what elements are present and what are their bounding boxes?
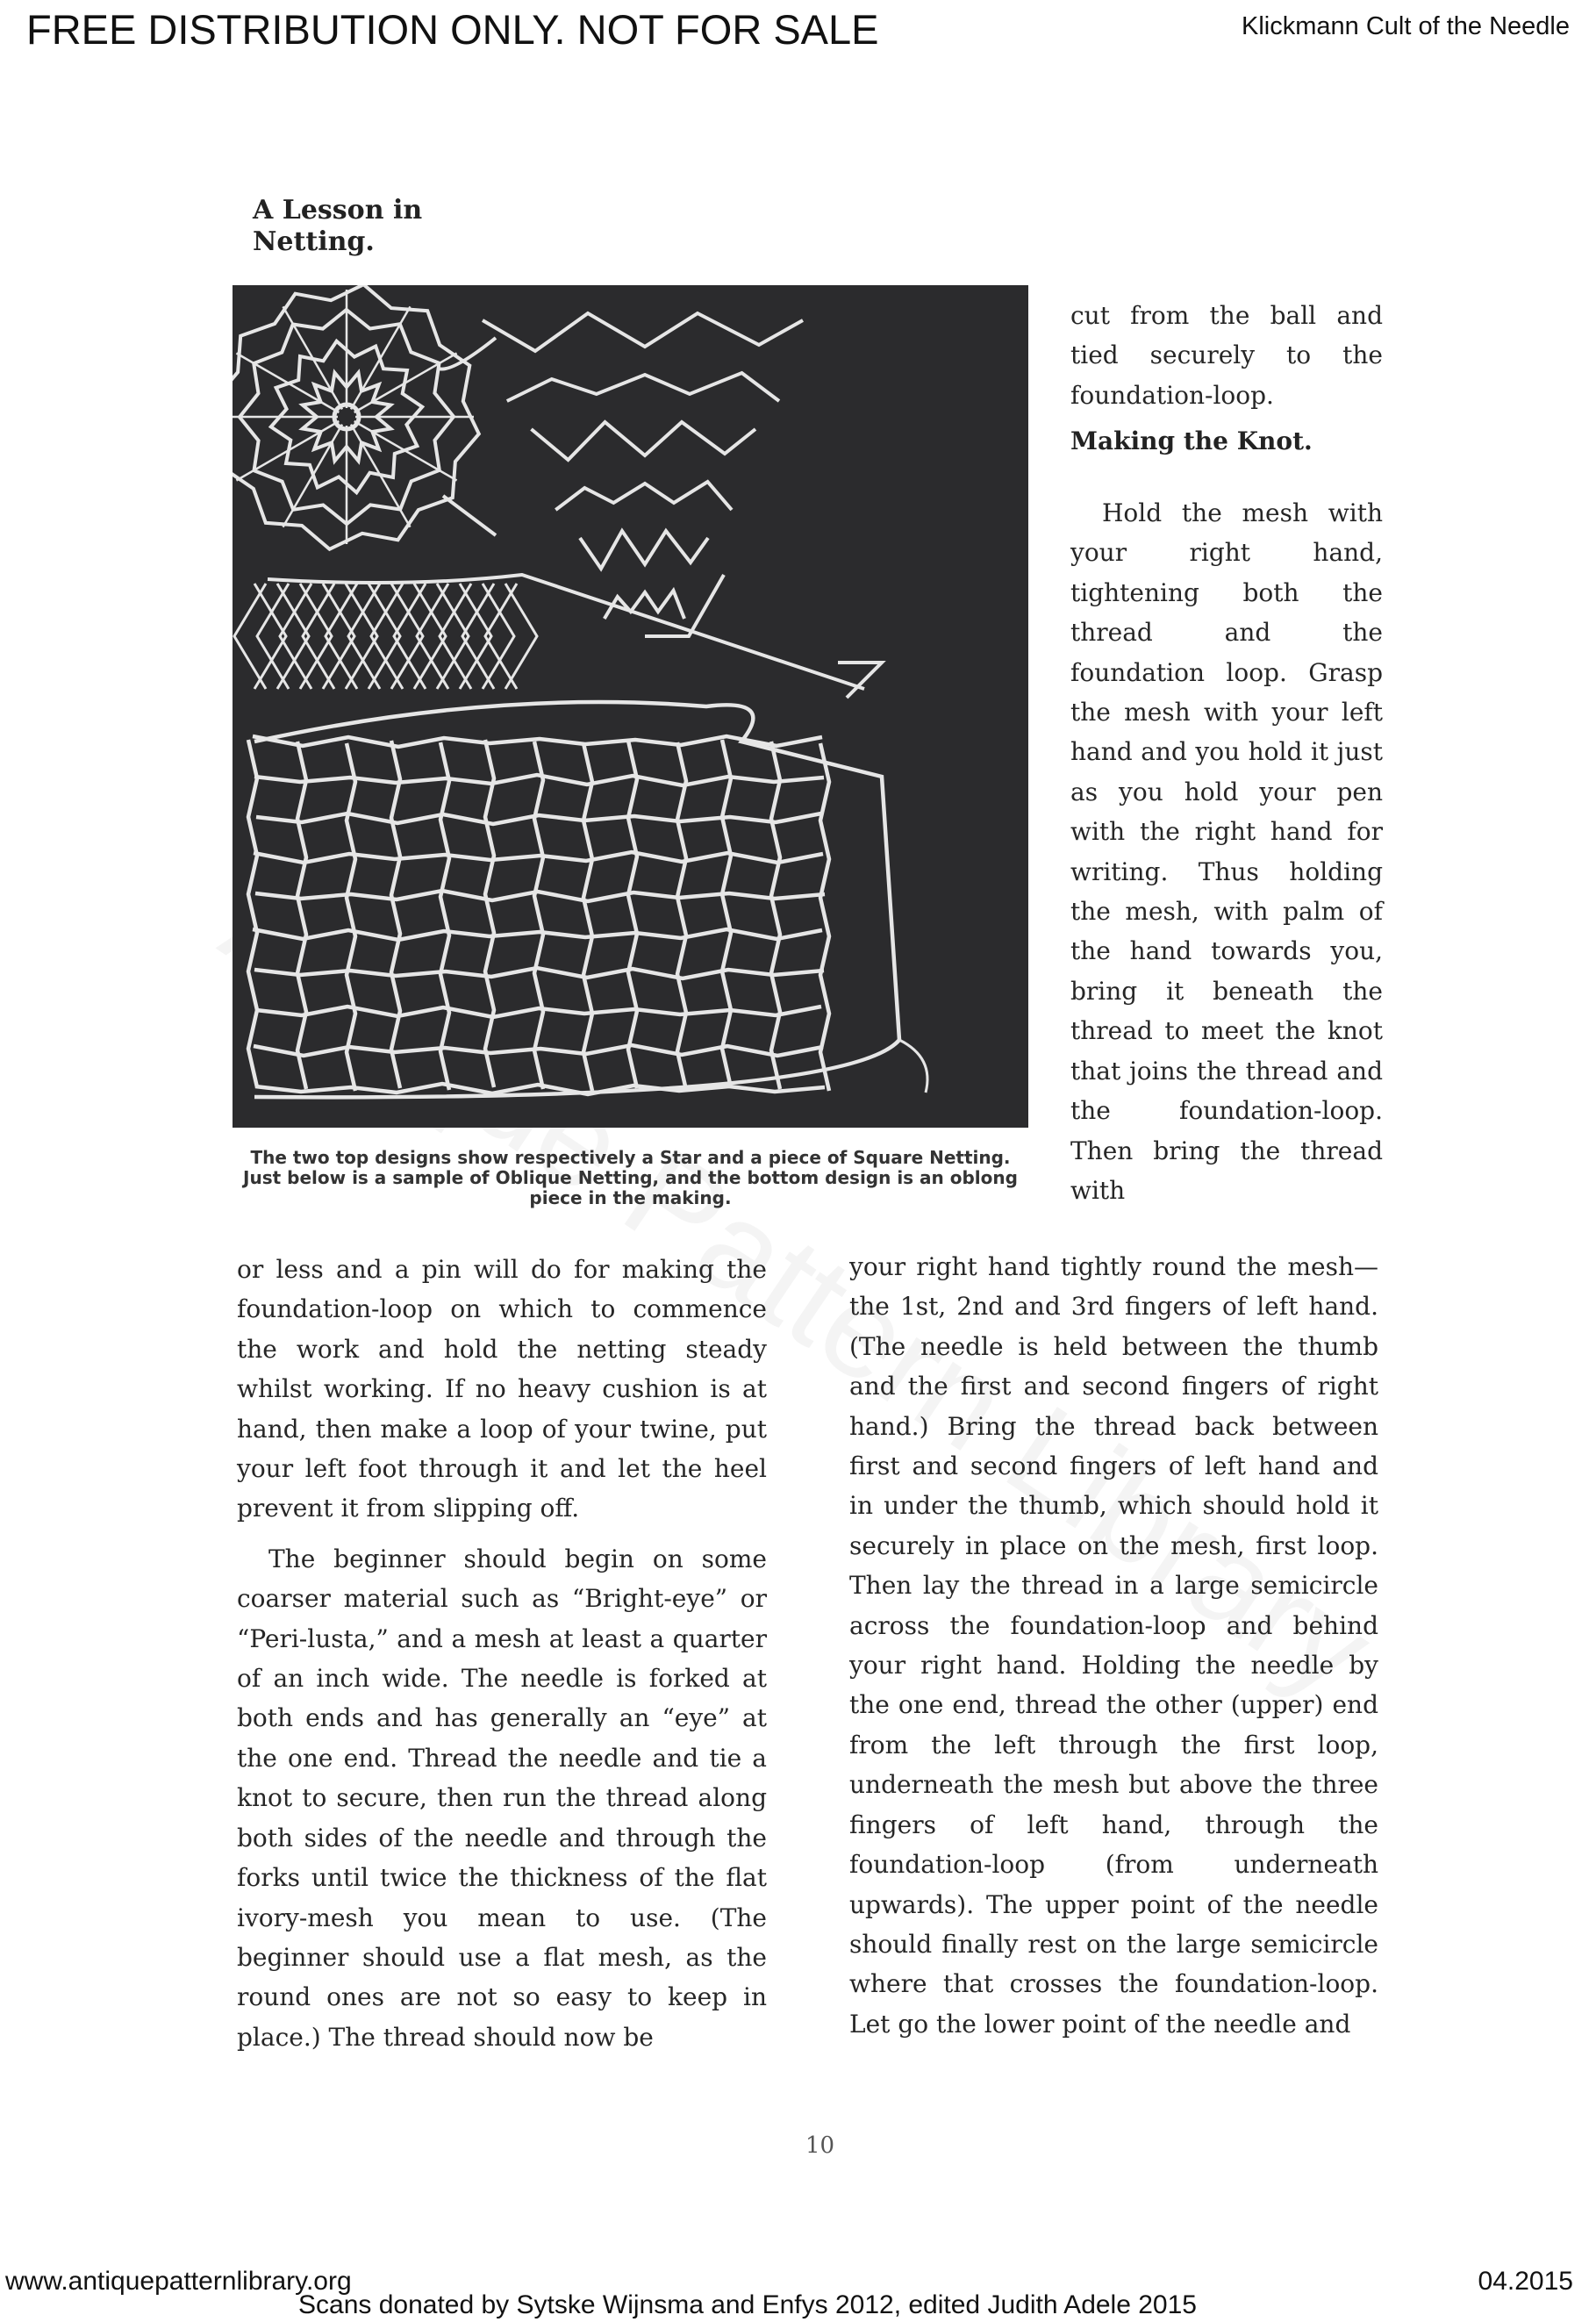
paragraph: The beginner should begin on some coarser material such as “Bright-eye” or “Peri-lusta,” and a mesh at least a quarter of an inch wide. The needle is forked at both ends and has generally an “eye” at the one end. Thread the needle and tie a knot to secure, then run the thread along both sides of the needle and through the forks until twice the thickness of the flat ivory-mesh you mean to use. (The beginner should use a flat mesh, as the round ones are not so easy to keep in place.) The thread should now be [237, 1544, 767, 2052]
figure-caption: The two top designs show respectively a Star and a piece of Square Netting. Just below is a sample of Oblique Netting, and the bottom design is an oblong piece in the making. [243, 1147, 1018, 1208]
page-number: 10 [805, 2132, 835, 2159]
right-column-middle [1070, 493, 1383, 1210]
footer-date: 04.2015 [1478, 2267, 1573, 2296]
header-notice: FREE DISTRIBUTION ONLY. NOT FOR SALE [26, 6, 879, 53]
subheading: Making the Knot. [1070, 426, 1313, 455]
article-title: A Lesson in Netting. [253, 195, 423, 257]
netting-photo [233, 285, 1028, 1128]
paragraph: your right hand tightly round the mesh—the 1st, 2nd and 3rd fingers of left hand. (The needle is held between the thumb and the first and second fingers of right hand.) Bring the thread back between first and second fingers of left hand and in under the thumb, which should hold it securely in place on the mesh, first loop. Then lay the thread in a large semicircle across the foundation-loop and behind your right hand. Holding the needle by the one end, thread the other (upper) end from the left through the first loop, underneath the mesh but above the three fingers of left hand, through the foundation-loop (from underneath upwards). The upper point of the needle should finally rest on the large semicircle where that crosses the foundation-loop. Let go the lower point of the needle and [849, 1252, 1378, 2039]
footer-credit: Scans donated by Sytske Wijnsma and Enfys 2012, edited Judith Adele 2015 [298, 2290, 1197, 2319]
paragraph: Hold the mesh with your right hand, tightening both the thread and the foundation loop. Grasp the mesh with your left hand and you hold it just as you hold your pen with the right hand for writing. Thus holding the mesh, with palm of the hand towards you, bring it beneath the thread to meet the knot that joins the thread and the foundation-loop. Then bring the thread with [1070, 498, 1383, 1205]
right-column-top [1070, 296, 1383, 415]
paragraph: cut from the ball and tied securely to the foundation-loop. [1070, 301, 1383, 410]
right-column-bottom [849, 1247, 1378, 2044]
netting-illustration [233, 285, 1028, 1128]
left-column [237, 1250, 767, 2057]
header-source-title: Klickmann Cult of the Needle [1242, 12, 1570, 40]
footer-url[interactable]: www.antiquepatternlibrary.org [5, 2267, 352, 2296]
paragraph: or less and a pin will do for making the foundation-loop on which to commence the work and hold the netting steady whilst working. If no heavy cushion is at hand, then make a loop of your twine, put your left foot through it and let the heel prevent it from slipping off. [237, 1255, 767, 1523]
